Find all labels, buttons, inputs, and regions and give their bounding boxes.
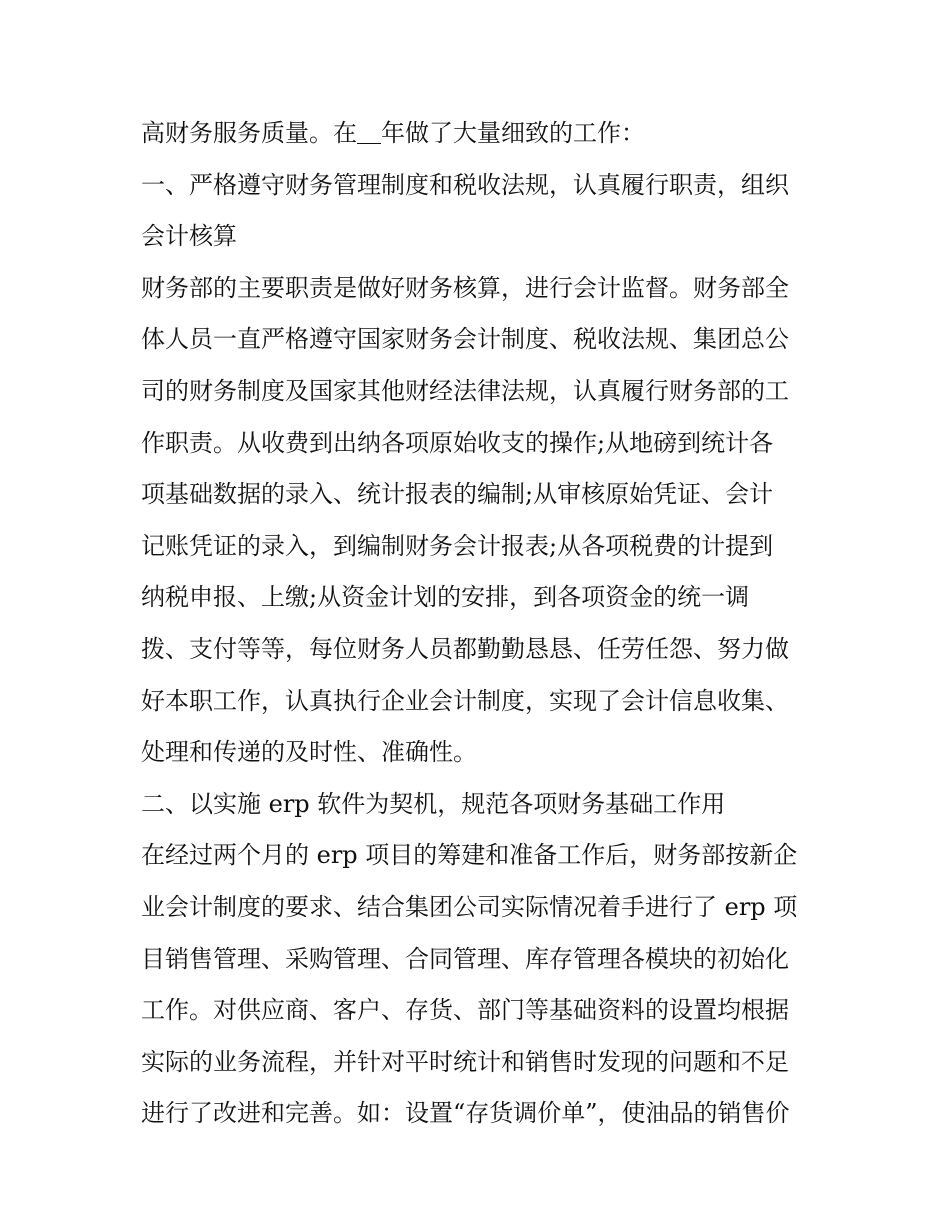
text-line-14: 二、以实施 erp 软件为契机，规范各项财务基础工作用 [141, 789, 726, 818]
text-line-4: 财务部的主要职责是做好财务核算，进行会计监督。财务部全 [141, 273, 789, 302]
text-line-9: 记账凭证的录入，到编制财务会计报表;从各项税费的计提到 [141, 531, 774, 560]
text-line-19: 实际的业务流程，并针对平时统计和销售时发现的问题和不足 [141, 1047, 789, 1076]
text-line-15: 在经过两个月的 erp 项目的筹建和准备工作后，财务部按新企 [141, 841, 798, 870]
text-line-17: 目销售管理、采购管理、合同管理、库存管理各模块的初始化 [141, 944, 789, 973]
text-line-16: 业会计制度的要求、结合集团公司实际情况着手进行了 erp 项 [141, 892, 798, 921]
text-line-6: 司的财务制度及国家其他财经法律法规，认真履行财务部的工 [141, 376, 789, 405]
text-line-18: 工作。对供应商、客户、存货、部门等基础资料的设置均根据 [141, 996, 789, 1025]
document-body [141, 108, 821, 1140]
text-line-3: 会计核算 [141, 222, 237, 251]
text-line-13: 处理和传递的及时性、准确性。 [141, 738, 477, 767]
text-line-11: 拨、支付等等，每位财务人员都勤勤恳恳、任劳任怨、努力做 [141, 634, 789, 663]
text-line-2: 一、严格遵守财务管理制度和税收法规，认真履行职责，组织 [141, 170, 789, 199]
text-line-20: 进行了改进和完善。如：设置“存货调价单”，使油品的销售价 [141, 1099, 790, 1128]
text-line-1: 高财务服务质量。在＿年做了大量细致的工作： [141, 119, 645, 147]
text-line-5: 体人员一直严格遵守国家财务会计制度、税收法规、集团总公 [141, 325, 789, 354]
text-line-7: 作职责。从收费到出纳各项原始收支的操作;从地磅到统计各 [141, 428, 774, 457]
text-line-8: 项基础数据的录入、统计报表的编制;从审核原始凭证、会计 [141, 480, 774, 509]
text-line-10: 纳税申报、上缴;从资金计划的安排，到各项资金的统一调 [141, 583, 750, 612]
text-line-12: 好本职工作，认真执行企业会计制度，实现了会计信息收集、 [141, 686, 789, 715]
